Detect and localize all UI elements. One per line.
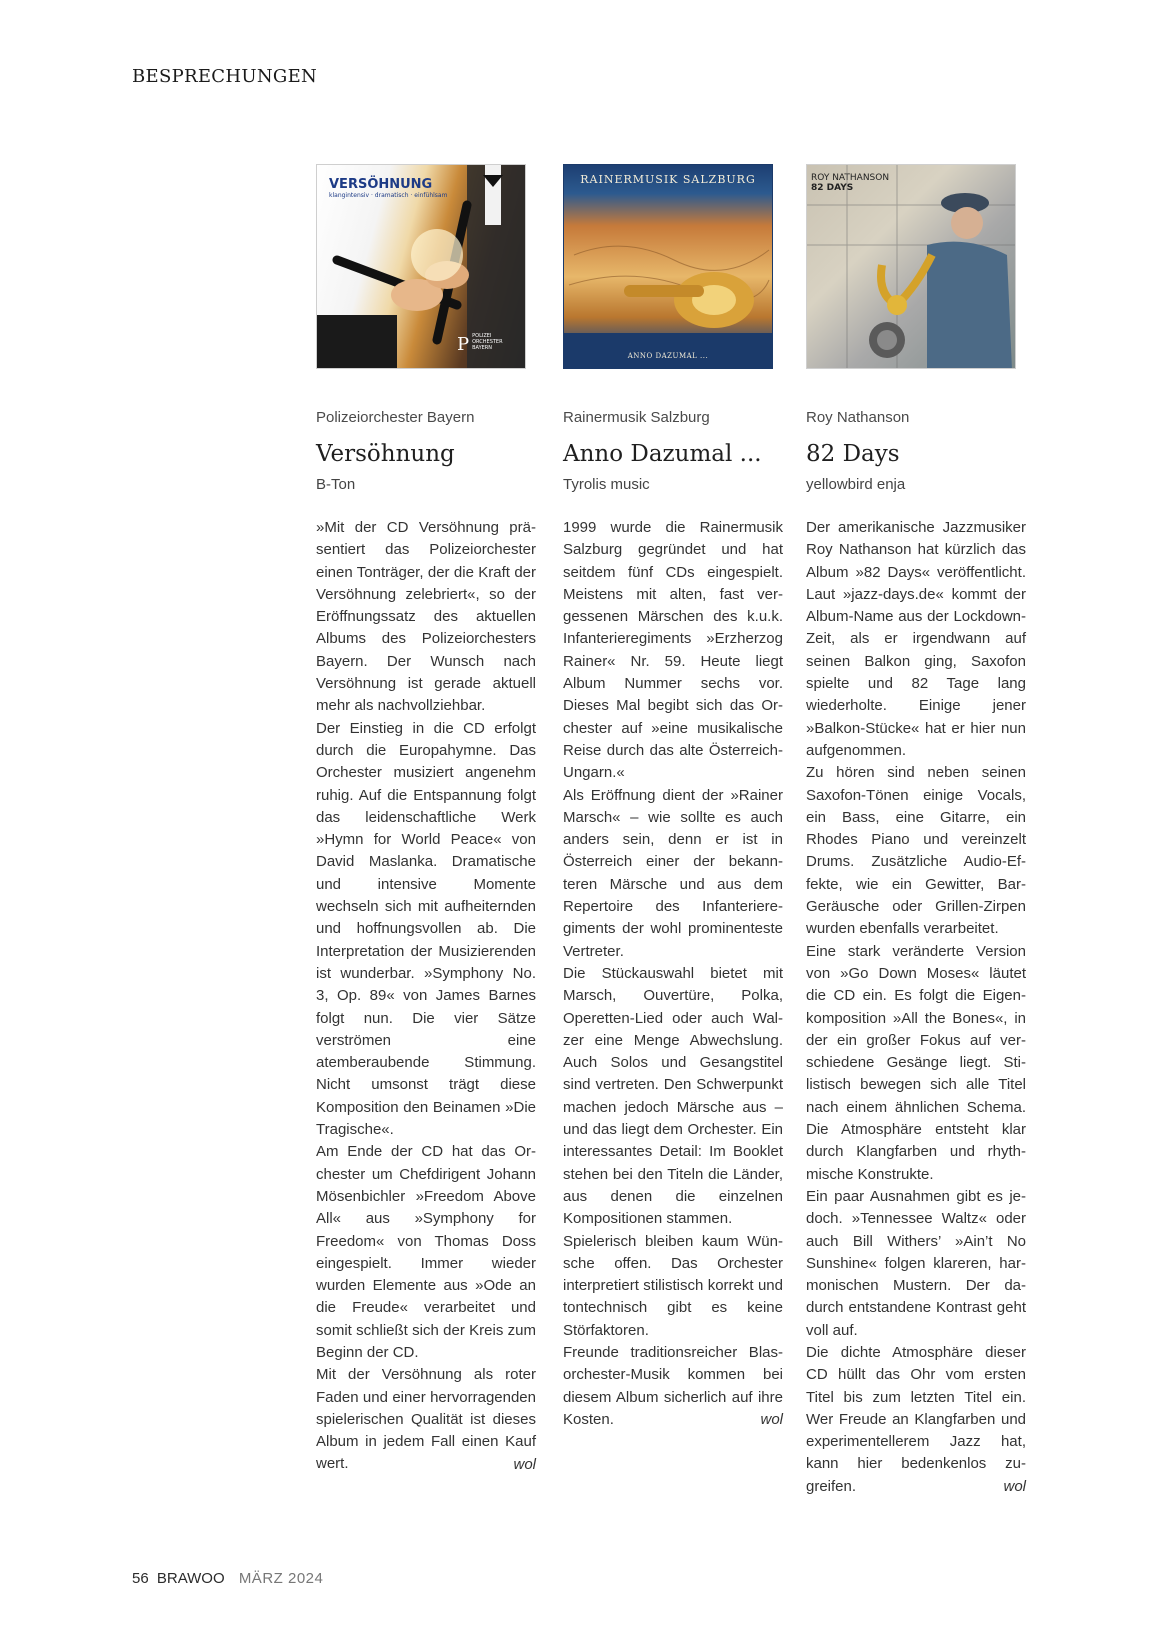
page-footer [132,1570,323,1587]
paragraph: 1999 wurde die Rainermusik Salzburg gegründet und hat seitdem fünf CDs eingespielt. Meistens mit alten, fast vergessenen Märschen des k.u.k. Infanterieregiments »Erzherzog Rainer« Nr. 59. Heute liegt Album Nummer sechs vor. Dieses Mal begibt sich das Orchester auf »eine musikalische Reise durch das alte Österreich-Ungarn.« [563,519,783,782]
paragraph: Die dichte Atmosphäre dieser CD hüllt das Ohr vom ersten Titel bis zum letzten Titel ein. Wer Freude an Klangfarben und experimentellerem Jazz hat, kann hier bedenkenlos zugreifen. [806,1343,1026,1495]
paragraph: Der amerikanische Jazzmusiker Roy Nathanson hat kürzlich das Album »82 Days« veröffentlicht. Laut »jazz-days.de« kommt der Album-Name aus der Lockdown-Zeit, als er irgendwann auf seinen Balkon ging, Saxofon spielte und 82 Tage lang wiederholte. Einige jener »Balkon-Stücke« hat er hier nun aufgenommen. [806,519,1026,759]
record-label: B-Ton [316,476,356,493]
cover-title: RAINERMUSIK SALZBURG [580,173,756,186]
author-signature: wol [513,1455,536,1473]
album-title: Versöhnung [316,441,455,467]
paragraph: Spielerisch bleiben kaum Wünsche offen. Das Orchester interpretiert stilistisch korrekt und tontechnisch gibt es keine Störfaktoren. [563,1232,783,1339]
paragraph: Die Stückauswahl bietet mit Marsch, Ouvertüre, Polka, Operetten-Lied oder auch Walzer eine Menge Abwechslung. Auch Solos und Gesangstitel sind vertreten. Den Schwerpunkt machen jedoch Märsche aus – und das liegt dem Orchester. Ein interessantes Detail: Im Booklet stehen bei den Titeln die Länder, aus denen die einzelnen Kompositionen stammen. [563,964,783,1228]
artist-name: Rainermusik Salzburg [563,409,710,426]
paragraph: Als Eröffnung dient der »Rainer Marsch« – wie sollte es auch anders sein, denn er ist in Österreich einer der bekannteren Märsche und aus dem Repertoire des Infanterieregiments der wohl prominenteste Vertreter. [563,786,783,960]
paragraph: »Mit der CD Versöhnung präsentiert das Polizeiorchester einen Tonträger, der die Kraft der Versöhnung zelebriert«, so der Eröffnungssatz des aktuellen Albums des Polizeiorchesters Bayern. Der Wunsch nach Versöhnung ist gerade aktuell mehr als nachvollziehbar. [316,519,536,715]
artist-name: Roy Nathanson [806,409,910,426]
trumpet-image [564,165,773,369]
album-title: Anno Dazumal ... [563,441,762,467]
cover-subtitle: klangintensiv · dramatisch · einfühlsam [329,192,448,199]
paragraph: Ein paar Ausnahmen gibt es jedoch. »Tennessee Waltz« oder auch Bill Withers’ »Ain’t No Sunshine« folgen klareren, harmonischen Mustern. Der dadurch entstandene Kontrast geht voll auf. [806,1187,1026,1339]
magazine-name: BRAWOO [156,1570,225,1587]
cover-footer: ANNO DAZUMAL ... [627,352,709,360]
paragraph: Freunde traditionsreicher Blasorchester-Musik kommen bei diesem Album sicherlich auf ihre Kosten. [563,1343,783,1428]
cover-title: ROY NATHANSON 82 DAYS [811,173,890,193]
review-text [563,517,783,1431]
album-cover-82-days [806,164,1016,369]
issue-date: MÄRZ 2024 [238,1570,324,1587]
polizeiorchester-logo: P POLIZEI ORCHESTER BAYERN [457,333,503,355]
album-title: 82 Days [806,441,900,467]
review-82-days [806,164,1026,1498]
album-cover-anno-dazumal [563,164,773,369]
paragraph: Der Einstieg in die CD erfolgt durch die Europahymne. Das Orchester musiziert angenehm ruhig. Auf die Entspannung folgt das leidenschaftliche Werk »Hymn for World Peace« von David Maslanka. Dramatische und intensive Momente wechseln sich mit aufheiternden und hoffnungsvollen ab. Die Interpretation der Musizierenden ist wunderbar. »Symphony No. 3, Op. 89« von James Barnes folgt nun. Die vier Sätze verströmen eine atemberaubende Stimmung. Nicht umsonst trägt diese Komposition den Beinamen »Die Tragische«. [316,719,536,1139]
review-anno-dazumal [563,164,783,1431]
record-label: Tyrolis music [563,476,650,493]
section-title: BESPRECHUNGEN [132,66,318,87]
saxophonist-illustration [807,165,1016,369]
album-cover-versoehnung [316,164,526,369]
paragraph: Zu hören sind neben seinen Saxofon-Tönen einige Vocals, ein Bass, eine Gitarre, ein Rhodes Piano und vereinzelt Drums. Zusätzliche Audio-Effekte, wie ein Gewitter, BarGeräusche oder Grillen-Zirpen wurden ebenfalls verarbeitet. [806,764,1026,938]
author-signature: wol [760,1411,783,1429]
record-label: yellowbird enja [806,476,906,493]
review-text [316,517,536,1476]
artist-name: Polizeiorchester Bayern [316,409,475,426]
cover-title: VERSÖHNUNG [329,177,433,192]
author-signature: wol [1003,1478,1026,1496]
page-number: 56 [132,1570,149,1587]
paragraph: Mit der Versöhnung als roter Faden und einer hervorragenden spielerischen Qualität ist dieses Album in jedem Fall einen Kauf wert. [316,1366,536,1473]
paragraph: Eine stark veränderte Version von »Go Down Moses« läutet die CD ein. Es folgt die Eigenkomposition »All the Bones«, in der ein großer Fokus auf verschiedene Gesänge liegt. Stilistisch bewegen sich alle Titel nach einem ähnlichen Schema. Die Atmosphäre entsteht klar durch Klangfarben und rhythmische Konstrukte. [806,942,1026,1183]
review-text [806,517,1026,1498]
review-versoehnung [316,164,536,1476]
paragraph: Am Ende der CD hat das Orchester um Chefdirigent Johann Mösenbichler »Freedom Above All« aus »Symphony for Freedom« von Thomas Doss eingespielt. Immer wieder wurden Elemente aus »Ode an die Freude« verarbeitet und somit schließt sich der Kreis zum Beginn der CD. [316,1143,536,1361]
